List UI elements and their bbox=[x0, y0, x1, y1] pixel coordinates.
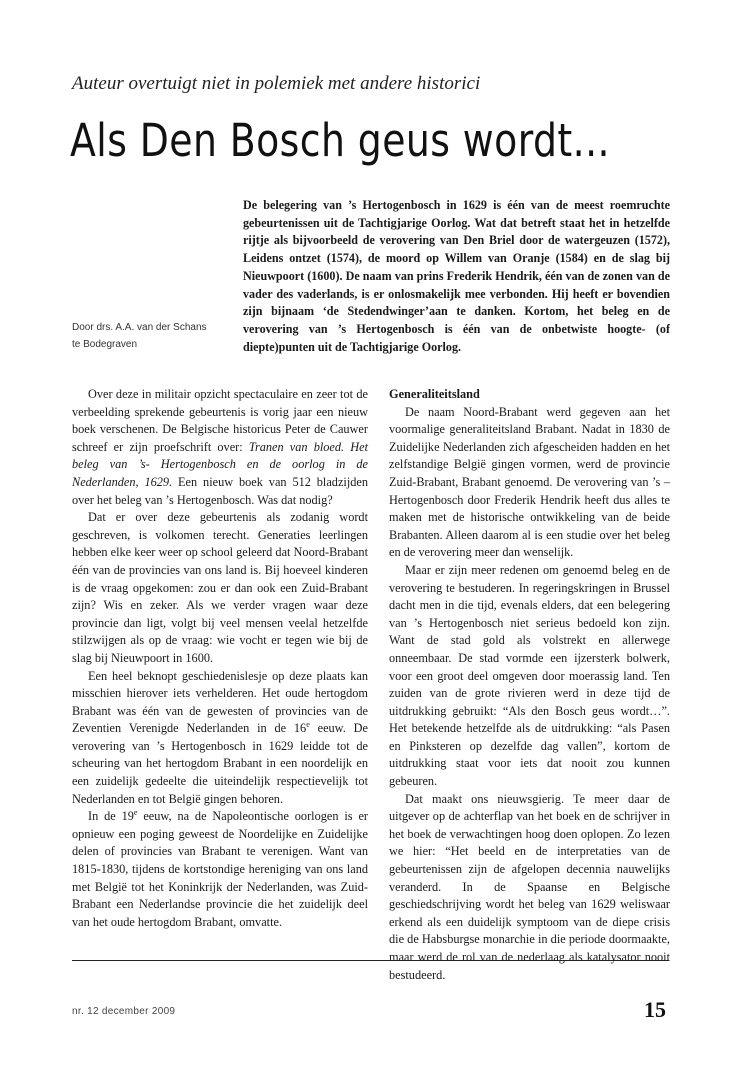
kicker: Auteur overtuigt niet in polemiek met andere historici bbox=[72, 73, 481, 94]
paragraph: Maar er zijn meer redenen om genoemd beleg en de verovering te bestuderen. In regeringskringen in Brussel dacht men in die tijd, evenals elders, dat een belegering van ’s Hertogenbosch niet serieus bedoeld kon zijn. Want de stad gold als volstrekt en allerwege onneembaar. De stad vormde een ijzersterk bolwerk, voor een groot deel omgeven door moerassig land. Ten zuiden van de grote rivieren werd in deze tijd de uitdrukking gebruikt: “Als den Bosch geus wordt…”. Het betekende hetzelfde als de uitdrukking: “als Pasen en Pinksteren op dezelfde dag vallen”, kortom de uitdrukking staat voor iets dat nooit zou kunnen gebeuren. bbox=[389, 562, 670, 789]
paragraph: Dat maakt ons nieuwsgierig. Te meer daar de uitgever op de achterflap van het boek en de schrijver in het boek de verwachtingen hoog doen oplopen. Zo lezen we hier: “Het beeld en de interpretaties van de gebeurtenissen zijn de afgelopen decennia nauwelijks veranderd. In de Spaanse en Belgische geschiedschrijving wordt het beleg van 1629 weliswaar erkend als een duidelijk symptoom van de diepe crisis die de Habsburgse monarchie in die periode doormaakte, maar werd de rol van de nederlaag als katalysator nooit bestudeerd. bbox=[389, 791, 670, 982]
text-span: eeuw. De verovering van ’s Hertogenbosch in 1629 leidde tot de scheuring van het hertogdom Brabant in een noordelijk en een zuidelijk gedeelte die uiteindelijk respectievelijk tot Nederlanden en tot België gingen behoren. bbox=[72, 721, 368, 806]
issue-info: nr. 12 december 2009 bbox=[72, 1006, 176, 1017]
book-title: Tranen van bloed. Het beleg van ’s- Hertogenbosch en de oorlog in de Nederlanden, 1629. bbox=[72, 439, 368, 489]
page-number: 15 bbox=[644, 997, 666, 1022]
section-heading: Generaliteitsland bbox=[389, 387, 480, 401]
right-column bbox=[389, 386, 670, 984]
lead-paragraph: De belegering van ’s Hertogenbosch in 1629 is één van de meest roemruchte gebeurtenissen uit de Tachtigjarige Oorlog. Wat dat betreft staat het in hetzelfde rijtje als bijvoorbeeld de verovering van Den Briel door de watergeuzen (1572), Leidens ontzet (1574), de moord op Willem van Oranje (1584) en de slag bij Nieuwpoort (1600). De naam van prins Frederik Hendrik, één van de zonen van de vader des vaderlands, is er onlosmakelijk mee verbonden. Hij heeft er bovendien zijn bijnaam ‘de Stedendwinger’aan te danken. Kortom, het beleg en de verovering van ’s Hertogenbosch is één van de onbetwiste hoogte- (of diepte)punten uit de Tachtigjarige Oorlog. bbox=[243, 198, 670, 354]
paragraph bbox=[72, 668, 368, 809]
text-span: In de 19 bbox=[88, 809, 134, 824]
text-span: Een nieuw boek van 512 bladzijden over het beleg van ’s Hertogenbosch. Was dat nodig? bbox=[72, 474, 368, 507]
left-column bbox=[72, 386, 368, 931]
superscript: e bbox=[133, 808, 138, 818]
byline-author: Door drs. A.A. van der Schans bbox=[72, 322, 207, 333]
text-span: Over deze in militair opzicht spectaculaire en zeer tot de verbeelding sprekende gebeurtenis is vorig jaar een nieuw boek verschenen. De Belgische historicus Peter de Cauwer schreef er zijn proefschrift over: bbox=[72, 387, 368, 454]
paragraph: Dat er over deze gebeurtenis als zodanig wordt geschreven, is volkomen terecht. Generaties leerlingen hebben elke keer weer op school geleerd dat Noord-Brabant één van de provincies van ons land is. Bij hoeveel kinderen is de vraag opgekomen: zou er dan ook een Zuid-Brabant zijn? Wis en zeker. Als we verder vragen waar deze provincie dan ligt, volgt bij veel mensen veelal hetzelfde stilzwijgen als op de vraag: wie vocht er tegen wie bij de slag bij Nieuwpoort in 1600. bbox=[72, 510, 368, 665]
article-title: Als Den Bosch geus wordt... bbox=[70, 114, 610, 167]
footer-rule bbox=[72, 960, 669, 961]
superscript: e bbox=[306, 720, 310, 730]
text-span: Een heel beknopt geschiedenislesje op deze plaats kan misschien hierover iets verhelderen. Het oude hertogdom Brabant was één van de gewesten of provincies van de Zeventien Verenigde Nederlanden in de 16 bbox=[72, 668, 368, 736]
text-span: eeuw, na de Napoleontische oorlogen is er opnieuw een poging geweest de Noordelijke en Zuidelijke delen of provincies van Brabant te verenigen. Want van 1815-1830, tijdens de kortstondige hereniging van ons land met België tot het Koninkrijk der Nederlanden, was Zuid-Brabant een Nederlandse provincie die het zuidelijk deel van het oude hertogdom Brabant, omvatte. bbox=[72, 809, 368, 929]
paragraph bbox=[72, 808, 368, 931]
paragraph: De naam Noord-Brabant werd gegeven aan het voormalige generaliteitsland Brabant. Nadat in 1830 de Zuidelijke Nederlanden zich afgescheiden hadden en het zelfstandige België gingen vormen, werd de provincie Zuid-Brabant, Brabant genoemd. De verovering van ’s –Hertogenbosch door Frederik Hendrik heeft dus alles te maken met de historische ontwikkeling van de beide Brabanten. Alleen daarom al is een studie over het beleg en de verovering meer dan wenselijk. bbox=[389, 404, 670, 560]
byline bbox=[72, 319, 242, 353]
byline-location: te Bodegraven bbox=[72, 339, 138, 350]
paragraph bbox=[72, 386, 368, 509]
